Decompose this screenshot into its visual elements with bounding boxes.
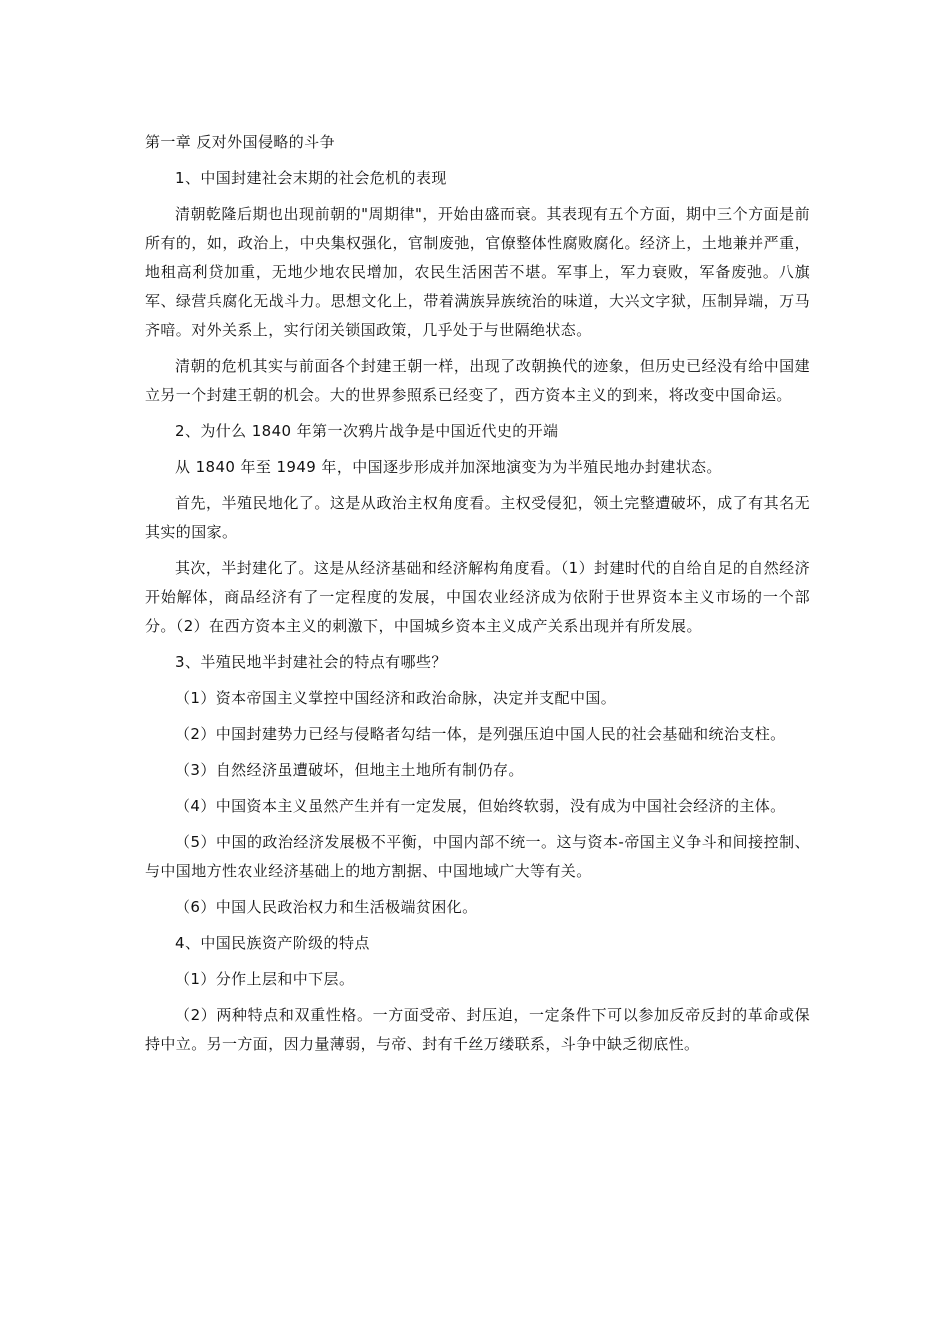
list-item: （5）中国的政治经济发展极不平衡，中国内部不统一。这与资本-帝国主义争斗和间接控制、与中国地方性农业经济基础上的地方割据、中国地域广大等有关。 xyxy=(145,833,810,880)
section-heading-4: 4、中国民族资产阶级的特点 xyxy=(175,934,370,952)
list-item: （1）分作上层和中下层。 xyxy=(175,970,355,988)
list-item: （3）自然经济虽遭破坏，但地主土地所有制仍存。 xyxy=(175,761,524,779)
list-item: （2）中国封建势力已经与侵略者勾结一体，是列强压迫中国人民的社会基础和统治支柱。 xyxy=(175,725,786,743)
section-heading-3: 3、半殖民地半封建社会的特点有哪些？ xyxy=(175,653,447,671)
chapter-title: 第一章 反对外国侵略的斗争 xyxy=(145,133,335,151)
list-item: （4）中国资本主义虽然产生并有一定发展，但始终软弱，没有成为中国社会经济的主体。 xyxy=(175,797,786,815)
list-item: （2）两种特点和双重性格。一方面受帝、封压迫，一定条件下可以参加反帝反封的革命或保持中立。另一方面，因力量薄弱，与帝、封有千丝万缕联系，斗争中缺乏彻底性。 xyxy=(145,1006,810,1053)
section-heading-1: 1、中国封建社会末期的社会危机的表现 xyxy=(175,169,447,187)
paragraph: 清朝乾隆后期也出现前朝的"周期律"，开始由盛而衰。其表现有五个方面，期中三个方面是前所有的，如，政治上，中央集权强化，官制废弛，官僚整体性腐败腐化。经济上，土地兼并严重，地租高利贷加重，无地少地农民增加，农民生活困苦不堪。军事上，军力衰败，军备废弛。八旗军、绿营兵腐化无战斗力。思想文化上，带着满族异族统治的味道，大兴文字狱，压制异端，万马齐喑。对外关系上，实行闭关锁国政策，几乎处于与世隔绝状态。 xyxy=(145,205,810,339)
list-item: （6）中国人民政治权力和生活极端贫困化。 xyxy=(175,898,478,916)
paragraph: 其次，半封建化了。这是从经济基础和经济解构角度看。（1）封建时代的自给自足的自然经济开始解体，商品经济有了一定程度的发展，中国农业经济成为依附于世界资本主义市场的一个部分。（2）在西方资本主义的刺激下，中国城乡资本主义成产关系出现并有所发展。 xyxy=(145,559,810,635)
document-page xyxy=(145,128,810,1066)
paragraph: 清朝的危机其实与前面各个封建王朝一样，出现了改朝换代的迹象，但历史已经没有给中国建立另一个封建王朝的机会。大的世界参照系已经变了，西方资本主义的到来，将改变中国命运。 xyxy=(145,357,810,404)
section-heading-2: 2、为什么 1840 年第一次鸦片战争是中国近代史的开端 xyxy=(175,422,559,440)
paragraph: 首先，半殖民地化了。这是从政治主权角度看。主权受侵犯，领土完整遭破坏，成了有其名无其实的国家。 xyxy=(145,494,810,541)
list-item: （1）资本帝国主义掌控中国经济和政治命脉，决定并支配中国。 xyxy=(175,689,617,707)
paragraph: 从 1840 年至 1949 年，中国逐步形成并加深地演变为为半殖民地办封建状态。 xyxy=(175,458,722,476)
